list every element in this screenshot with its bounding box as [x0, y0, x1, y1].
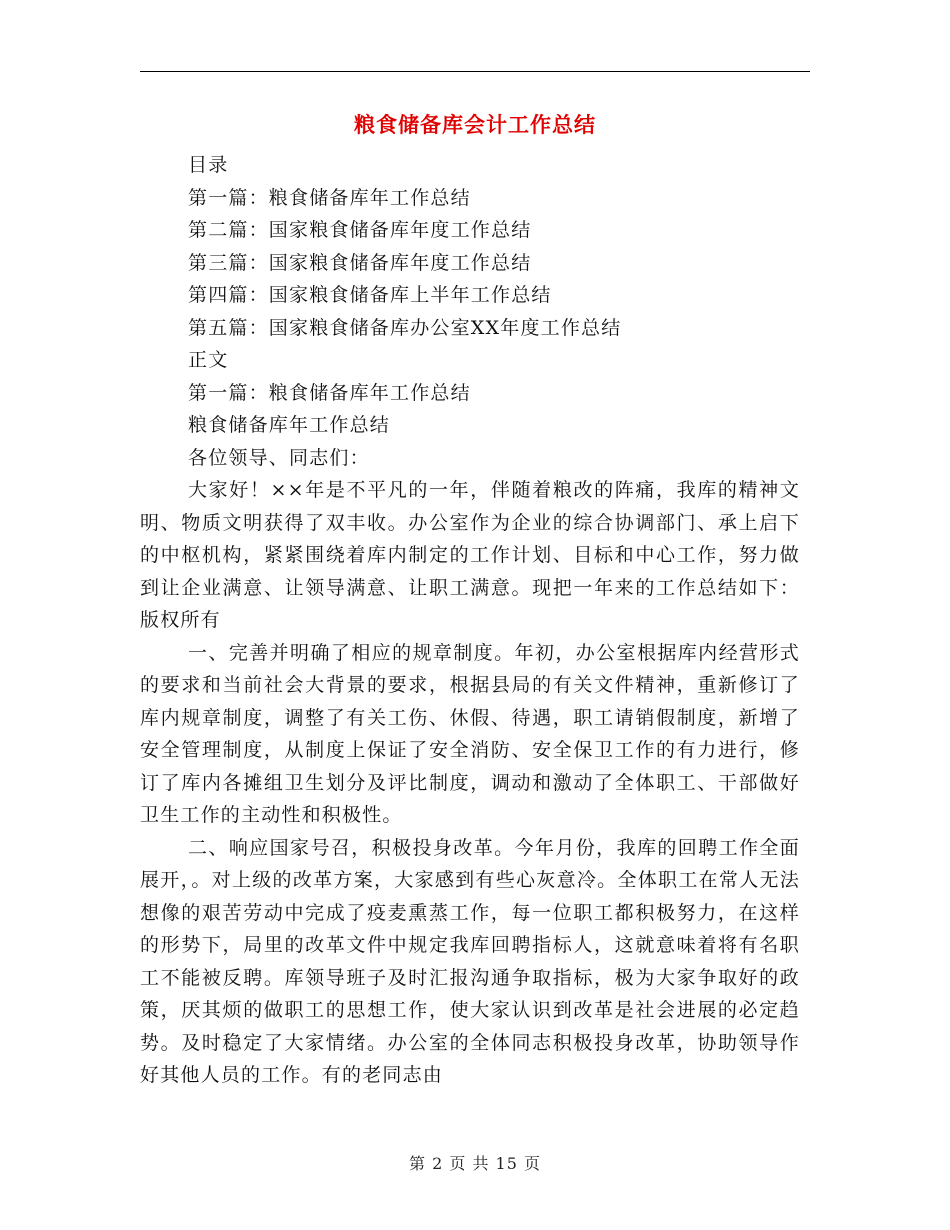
- toc-heading: 目录: [188, 154, 229, 176]
- chapter-title: 第一篇：粮食储备库年工作总结: [188, 381, 471, 404]
- toc-item: 第一篇：粮食储备库年工作总结: [188, 186, 471, 209]
- body-paragraph: 二、响应国家号召，积极投身改革。今年月份，我库的回聘工作全面展开，。对上级的改革方案，大家感到有些心灰意冷。全体职工在常人无法想像的艰苦劳动中完成了疫麦熏蒸工作，每一位职工都积极努力，在这样的形势下，局里的改革文件中规定我库回聘指标人，这就意味着将有名职工不能被反聘。库领导班子及时汇报沟通争取指标，极为大家争取好的政策，厌其烦的做职工的思想工作，使大家认识到改革是社会进展的必定趋势。及时稳定了大家情绪。办公室的全体同志积极投身改革，协助领导作好其他人员的工作。有的老同志由: [140, 836, 800, 1086]
- toc-item: 第二篇：国家粮食储备库年度工作总结: [188, 219, 532, 241]
- toc-item: 第三篇：国家粮食储备库年度工作总结: [188, 251, 532, 274]
- body-paragraph: 大家好！××年是不平凡的一年，伴随着粮改的阵痛，我库的精神文明、物质文明获得了双丰收。办公室作为企业的综合协调部门、承上启下的中枢机构，紧紧围绕着库内制定的工作计划、目标和中心工作，努力做到让企业满意、让领导满意、让职工满意。现把一年来的工作总结如下：版权所有: [140, 479, 800, 631]
- document-title: 粮食储备库会计工作总结: [354, 113, 596, 137]
- toc-item: 第四篇：国家粮食储备库上半年工作总结: [188, 284, 552, 306]
- body-heading: 正文: [188, 349, 229, 371]
- page-number: 第 2 页 共 15 页: [409, 1154, 541, 1173]
- body-paragraph: 一、完善并明确了相应的规章制度。年初，办公室根据库内经营形式的要求和当前社会大背景的要求，根据县局的有关文件精神，重新修订了库内规章制度，调整了有关工伤、休假、待遇，职工请销假制度，新增了安全管理制度，从制度上保证了安全消防、安全保卫工作的有力进行，修订了库内各摊组卫生划分及评比制度，调动和激动了全体职工、干部做好卫生工作的主动性和积极性。: [140, 641, 800, 826]
- toc-item: 第五篇：国家粮食储备库办公室XX年度工作总结: [188, 316, 622, 339]
- article-title: 粮食储备库年工作总结: [188, 414, 391, 436]
- header-rule: [140, 71, 810, 72]
- document-body: [140, 149, 800, 1092]
- greeting: 各位领导、同志们：: [188, 446, 370, 469]
